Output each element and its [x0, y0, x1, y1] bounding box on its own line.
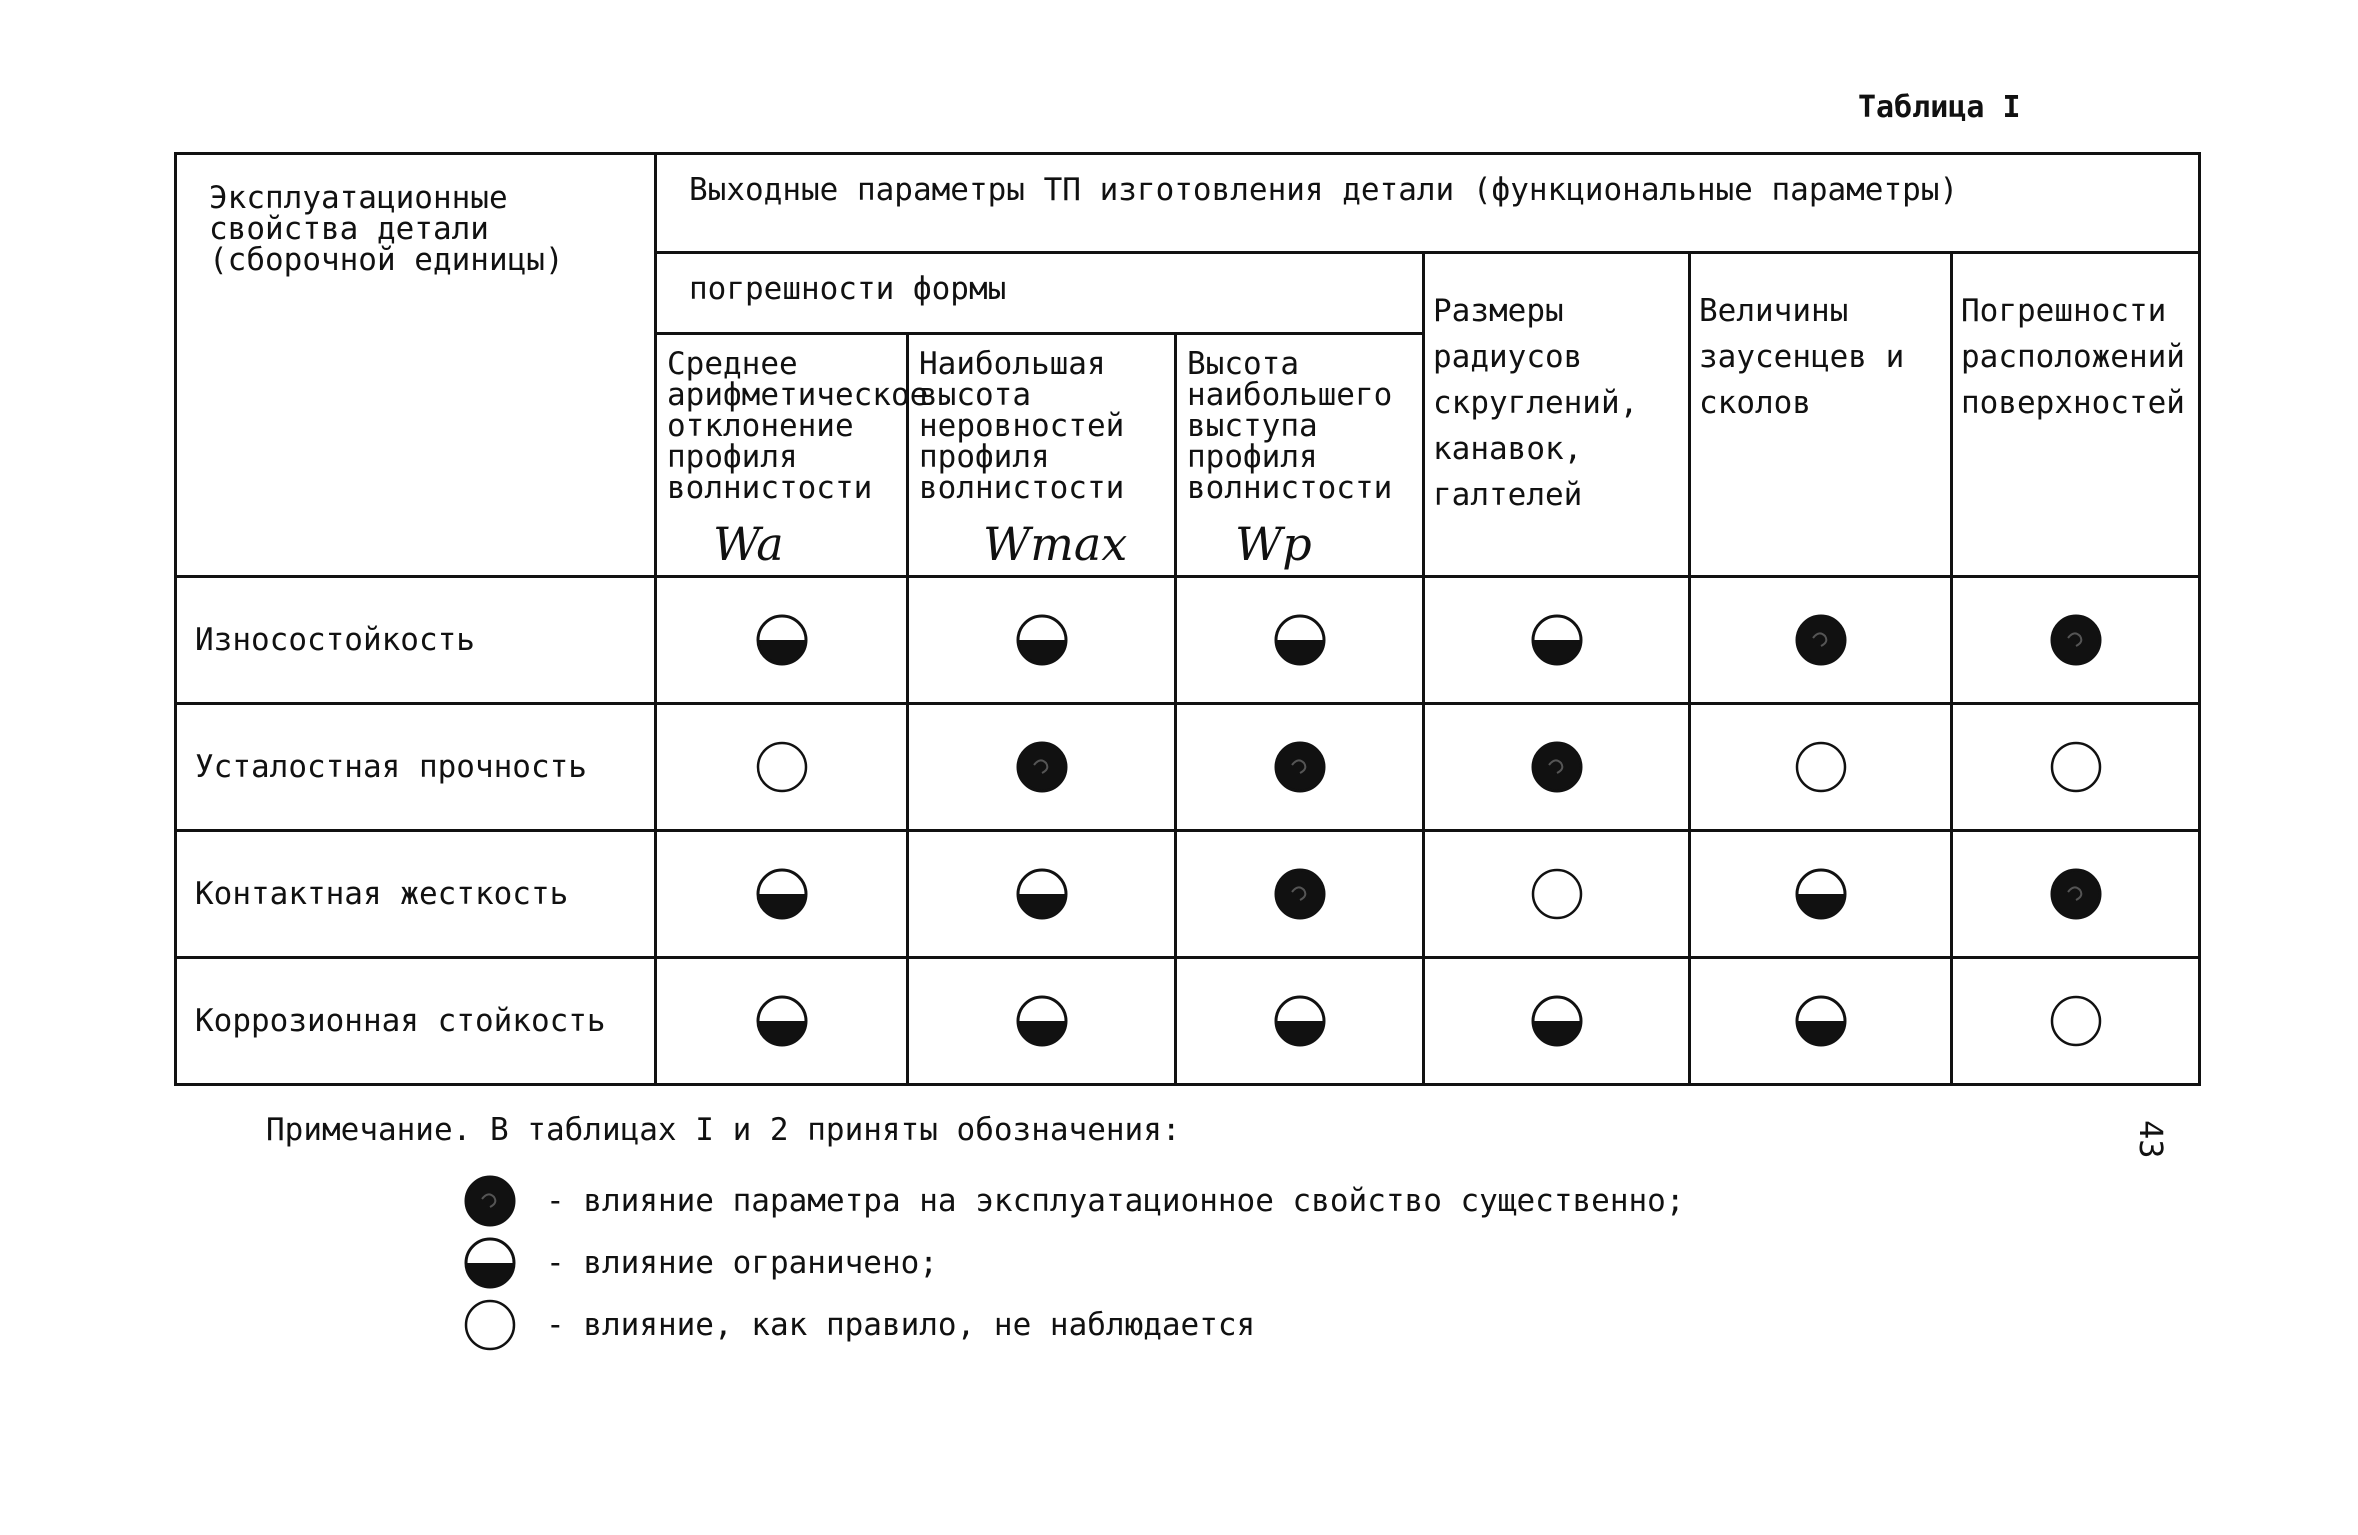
- none-circle-icon: [754, 739, 810, 795]
- influence-cell: [1690, 577, 1952, 704]
- half-circle-icon: [754, 866, 810, 922]
- header-output-params: Выходные параметры ТП изготовления детали (функциональные параметры): [656, 154, 2200, 253]
- half-circle-icon: [1014, 993, 1070, 1049]
- table-row: [176, 831, 2200, 958]
- legend-item-full: [462, 1170, 1684, 1232]
- none-circle-icon: [462, 1297, 518, 1353]
- influence-cell: [1424, 704, 1690, 831]
- influence-cell: [1176, 831, 1424, 958]
- table-row: [176, 577, 2200, 704]
- header-wp-symbol: Wp: [1235, 517, 1312, 571]
- header-position-errors: Погрешности расположений поверхностей: [1952, 253, 2200, 577]
- influence-cell: [656, 577, 908, 704]
- table-body: [176, 577, 2200, 1085]
- table-row: [176, 704, 2200, 831]
- legend-full-text: - влияние параметра на эксплуатационное свойство существенно;: [546, 1183, 1685, 1219]
- influence-cell: [908, 831, 1176, 958]
- note-text: Примечание. В таблицах I и 2 приняты обозначения:: [266, 1112, 1181, 1148]
- header-burr-sizes: Величины заусенцев и сколов: [1690, 253, 1952, 577]
- influence-cell: [656, 958, 908, 1085]
- legend-item-none: [462, 1294, 1684, 1356]
- influence-cell: [656, 704, 908, 831]
- influence-cell: [1690, 958, 1952, 1085]
- influence-cell: [1952, 958, 2200, 1085]
- influence-cell: [1690, 704, 1952, 831]
- influence-table: [174, 152, 2201, 1086]
- half-circle-icon: [1014, 866, 1070, 922]
- influence-cell: [656, 831, 908, 958]
- header-wmax: [908, 334, 1176, 577]
- full-circle-icon: [1793, 612, 1849, 668]
- influence-cell: [908, 958, 1176, 1085]
- page-number: 43: [2132, 1120, 2170, 1159]
- influence-cell: [1176, 577, 1424, 704]
- influence-cell: [1424, 831, 1690, 958]
- influence-cell: [1952, 831, 2200, 958]
- half-circle-icon: [1529, 612, 1585, 668]
- header-property-column: Эксплуатационные свойства детали (сборочной единицы): [176, 154, 656, 577]
- half-circle-icon: [754, 612, 810, 668]
- influence-cell: [1176, 958, 1424, 1085]
- table-row: [176, 958, 2200, 1085]
- influence-cell: [1690, 831, 1952, 958]
- full-circle-icon: [1272, 739, 1328, 795]
- influence-cell: [908, 577, 1176, 704]
- half-circle-icon: [1529, 993, 1585, 1049]
- header-wa: [656, 334, 929, 577]
- influence-cell: [1176, 704, 1424, 831]
- row-label: Износостойкость: [176, 577, 656, 704]
- legend-none-text: - влияние, как правило, не наблюдается: [546, 1307, 1256, 1343]
- influence-cell: [1424, 577, 1690, 704]
- table-title: Таблица I: [1858, 90, 2021, 125]
- header-wa-symbol: Wa: [713, 517, 784, 571]
- influence-cell: [908, 704, 1176, 831]
- row-label: Коррозионная стойкость: [176, 958, 656, 1085]
- half-circle-icon: [1793, 993, 1849, 1049]
- half-circle-icon: [1793, 866, 1849, 922]
- half-circle-icon: [1014, 612, 1070, 668]
- header-wa-label: Среднее арифметическое отклонение профиля волнистости: [667, 346, 929, 506]
- none-circle-icon: [2048, 993, 2104, 1049]
- full-circle-icon: [1014, 739, 1070, 795]
- full-circle-icon: [1272, 866, 1328, 922]
- half-circle-icon: [1272, 993, 1328, 1049]
- header-form-errors: погрешности формы: [656, 253, 1424, 334]
- full-circle-icon: [462, 1173, 518, 1229]
- full-circle-icon: [2048, 866, 2104, 922]
- header-radius-sizes: Размеры радиусов скруглений, канавок, галтелей: [1424, 253, 1690, 577]
- legend-item-half: [462, 1232, 1684, 1294]
- none-circle-icon: [1529, 866, 1585, 922]
- full-circle-icon: [1529, 739, 1585, 795]
- none-circle-icon: [1793, 739, 1849, 795]
- header-wmax-symbol: Wmax: [983, 517, 1128, 571]
- influence-cell: [1952, 704, 2200, 831]
- row-label: Усталостная прочность: [176, 704, 656, 831]
- header-wp-label: Высота наибольшего выступа профиля волнистости: [1187, 346, 1393, 506]
- full-circle-icon: [2048, 612, 2104, 668]
- legend: [462, 1170, 1684, 1356]
- row-label: Контактная жесткость: [176, 831, 656, 958]
- none-circle-icon: [2048, 739, 2104, 795]
- influence-cell: [1424, 958, 1690, 1085]
- half-circle-icon: [1272, 612, 1328, 668]
- half-circle-icon: [462, 1235, 518, 1291]
- header-wmax-label: Наибольшая высота неровностей профиля волнистости: [919, 346, 1125, 506]
- influence-cell: [1952, 577, 2200, 704]
- header-wp: [1176, 334, 1424, 577]
- half-circle-icon: [754, 993, 810, 1049]
- legend-half-text: - влияние ограничено;: [546, 1245, 938, 1281]
